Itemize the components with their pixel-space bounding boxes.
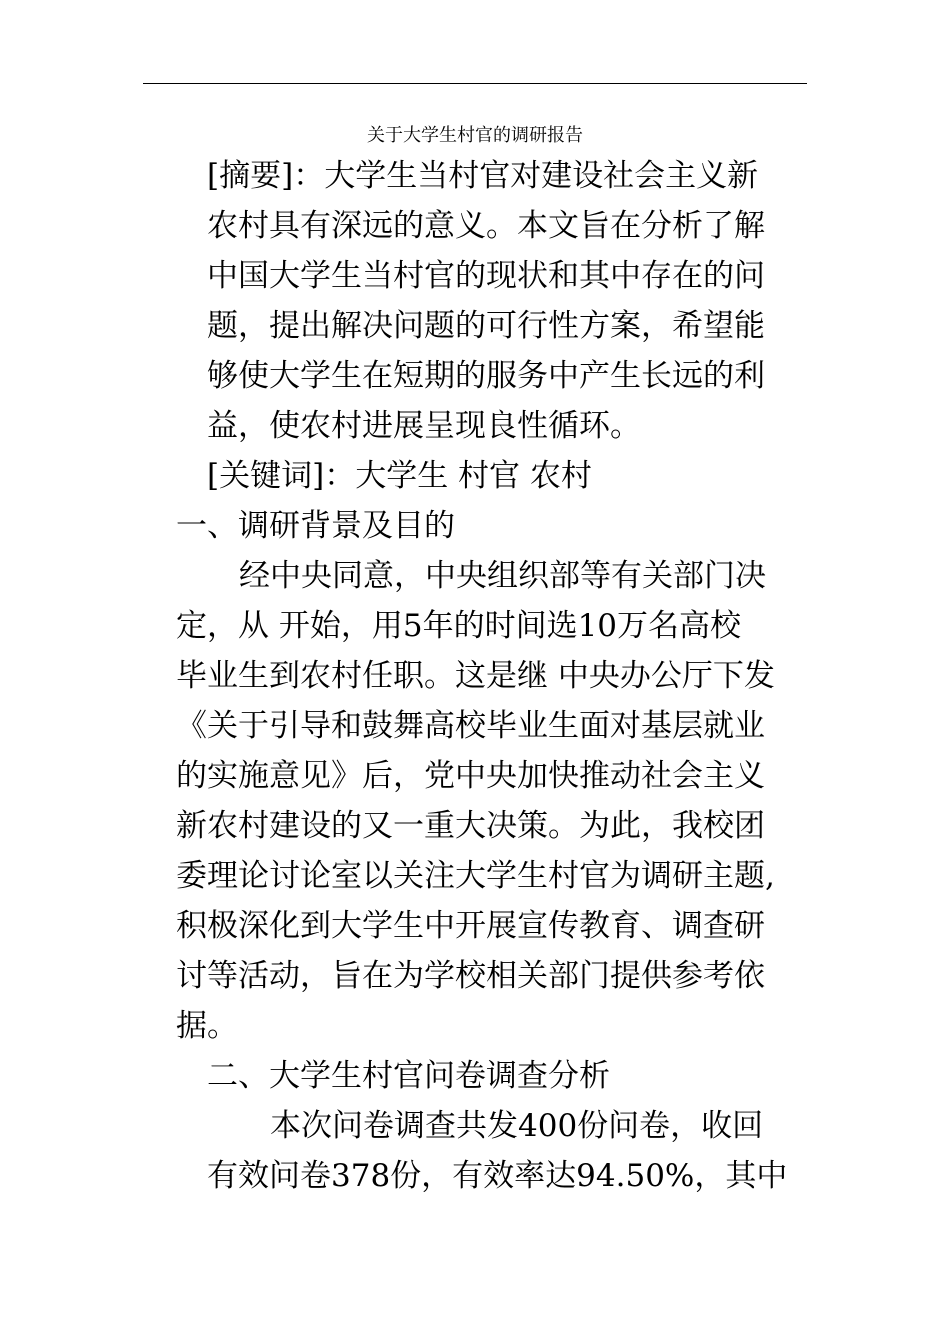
section-1-line-8: 积极深化到大学生中开展宣传教育、调查研 [176, 908, 765, 944]
abstract-line-6: 益，使农村进展呈现良性循环。 [207, 408, 641, 444]
section-1-line-5: 的实施意见》后，党中央加快推动社会主义 [176, 758, 765, 794]
page-header-title: 关于大学生村官的调研报告 [367, 125, 583, 146]
abstract-line-4: 题，提出解决问题的可行性方案，希望能 [207, 308, 765, 344]
section-1-line-9: 讨等活动，旨在为学校相关部门提供参考依 [176, 958, 765, 994]
section-1-line-7: 委理论讨论室以关注大学生村官为调研主题, [176, 858, 775, 894]
header-rule [143, 83, 807, 84]
section-2-heading: 二、大学生村官问卷调查分析 [207, 1058, 610, 1094]
keywords-line: [关键词]：大学生 村官 农村 [207, 458, 592, 494]
abstract-line-2: 农村具有深远的意义。本文旨在分析了解 [207, 208, 765, 244]
section-1-line-6: 新农村建设的又一重大决策。为此，我校团 [176, 808, 765, 844]
section-2-line-1: 本次问卷调查共发400份问卷，收回 [270, 1108, 764, 1144]
section-1-line-1: 经中央同意，中央组织部等有关部门决 [239, 558, 766, 594]
section-1-heading: 一、调研背景及目的 [176, 508, 455, 544]
abstract-line-1: [摘要]：大学生当村官对建设社会主义新 [207, 158, 759, 194]
section-1-line-10: 据。 [176, 1008, 238, 1044]
section-1-line-2: 定，从 开始，用5年的时间选10万名高校 [176, 608, 742, 644]
abstract-line-3: 中国大学生当村官的现状和其中存在的问 [207, 258, 765, 294]
section-1-line-3: 毕业生到农村任职。这是继 中央办公厅下发 [176, 658, 775, 694]
section-1-line-4: 《关于引导和鼓舞高校毕业生面对基层就业 [176, 708, 765, 744]
section-2-line-2: 有效问卷378份，有效率达94.50%，其中 [207, 1158, 788, 1194]
abstract-line-5: 够使大学生在短期的服务中产生长远的利 [207, 358, 765, 394]
